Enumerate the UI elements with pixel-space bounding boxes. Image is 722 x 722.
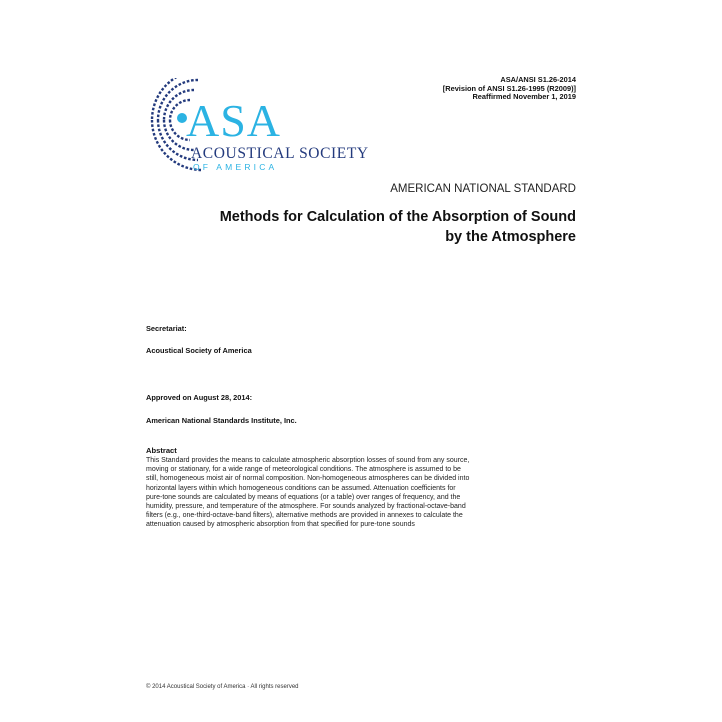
designation-number: ASA/ANSI S1.26-2014 xyxy=(500,75,576,84)
logo-abbreviation: ASA xyxy=(186,95,282,146)
title-line-2: by the Atmosphere xyxy=(445,229,576,245)
designation-revision: [Revision of ANSI S1.26-1995 (R2009)] xyxy=(442,83,576,93)
standard-label: AMERICAN NATIONAL STANDARD xyxy=(390,183,576,195)
designation-reaffirmed: Reaffirmed November 1, 2019 xyxy=(472,92,576,102)
approved-label: Approved on August 28, 2014: xyxy=(146,393,253,402)
asa-logo xyxy=(146,78,386,178)
abstract-line: attenuation caused by atmospheric absorption from that specified for pure-tone sounds xyxy=(146,521,415,529)
copyright-notice: © 2014 Acoustical Society of America · All rights reserved xyxy=(146,684,299,690)
secretariat-label: Secretariat: xyxy=(146,324,187,333)
abstract-line: filters (e.g., one-third-octave-band filters), alternative methods are provided in annexes to calculate the xyxy=(146,512,463,520)
abstract-heading: Abstract xyxy=(146,446,177,455)
abstract-line: This Standard provides the means to calculate atmospheric absorption losses of sound from any source, xyxy=(146,457,470,464)
logo-subtitle: OF AMERICA xyxy=(193,162,278,172)
abstract-line: humidity, pressure, and temperature of the atmosphere. For sounds analyzed by fractional-octave-band xyxy=(146,503,466,511)
abstract-line: horizontal layers within which homogeneous conditions can be assumed. Attenuation coefficients for xyxy=(146,484,456,492)
title-line-1: Methods for Calculation of the Absorption of Sound xyxy=(219,209,576,225)
logo-name: ACOUSTICAL SOCIETY xyxy=(191,145,369,162)
abstract-line: pure-tone sounds are calculated by means of equations (or a table) over ranges of frequency, and the xyxy=(146,493,461,501)
secretariat-value: Acoustical Society of America xyxy=(146,346,252,355)
abstract-line: moving or stationary, for a wide range of meteorological conditions. The atmosphere is assumed to be xyxy=(146,466,461,474)
document-title xyxy=(136,207,576,247)
abstract-line: still, homogeneous moist air of normal composition. Non-homogeneous atmospheres can be divided into xyxy=(146,475,470,483)
abstract-body xyxy=(146,456,586,530)
approved-value: American National Standards Institute, Inc. xyxy=(146,416,297,425)
